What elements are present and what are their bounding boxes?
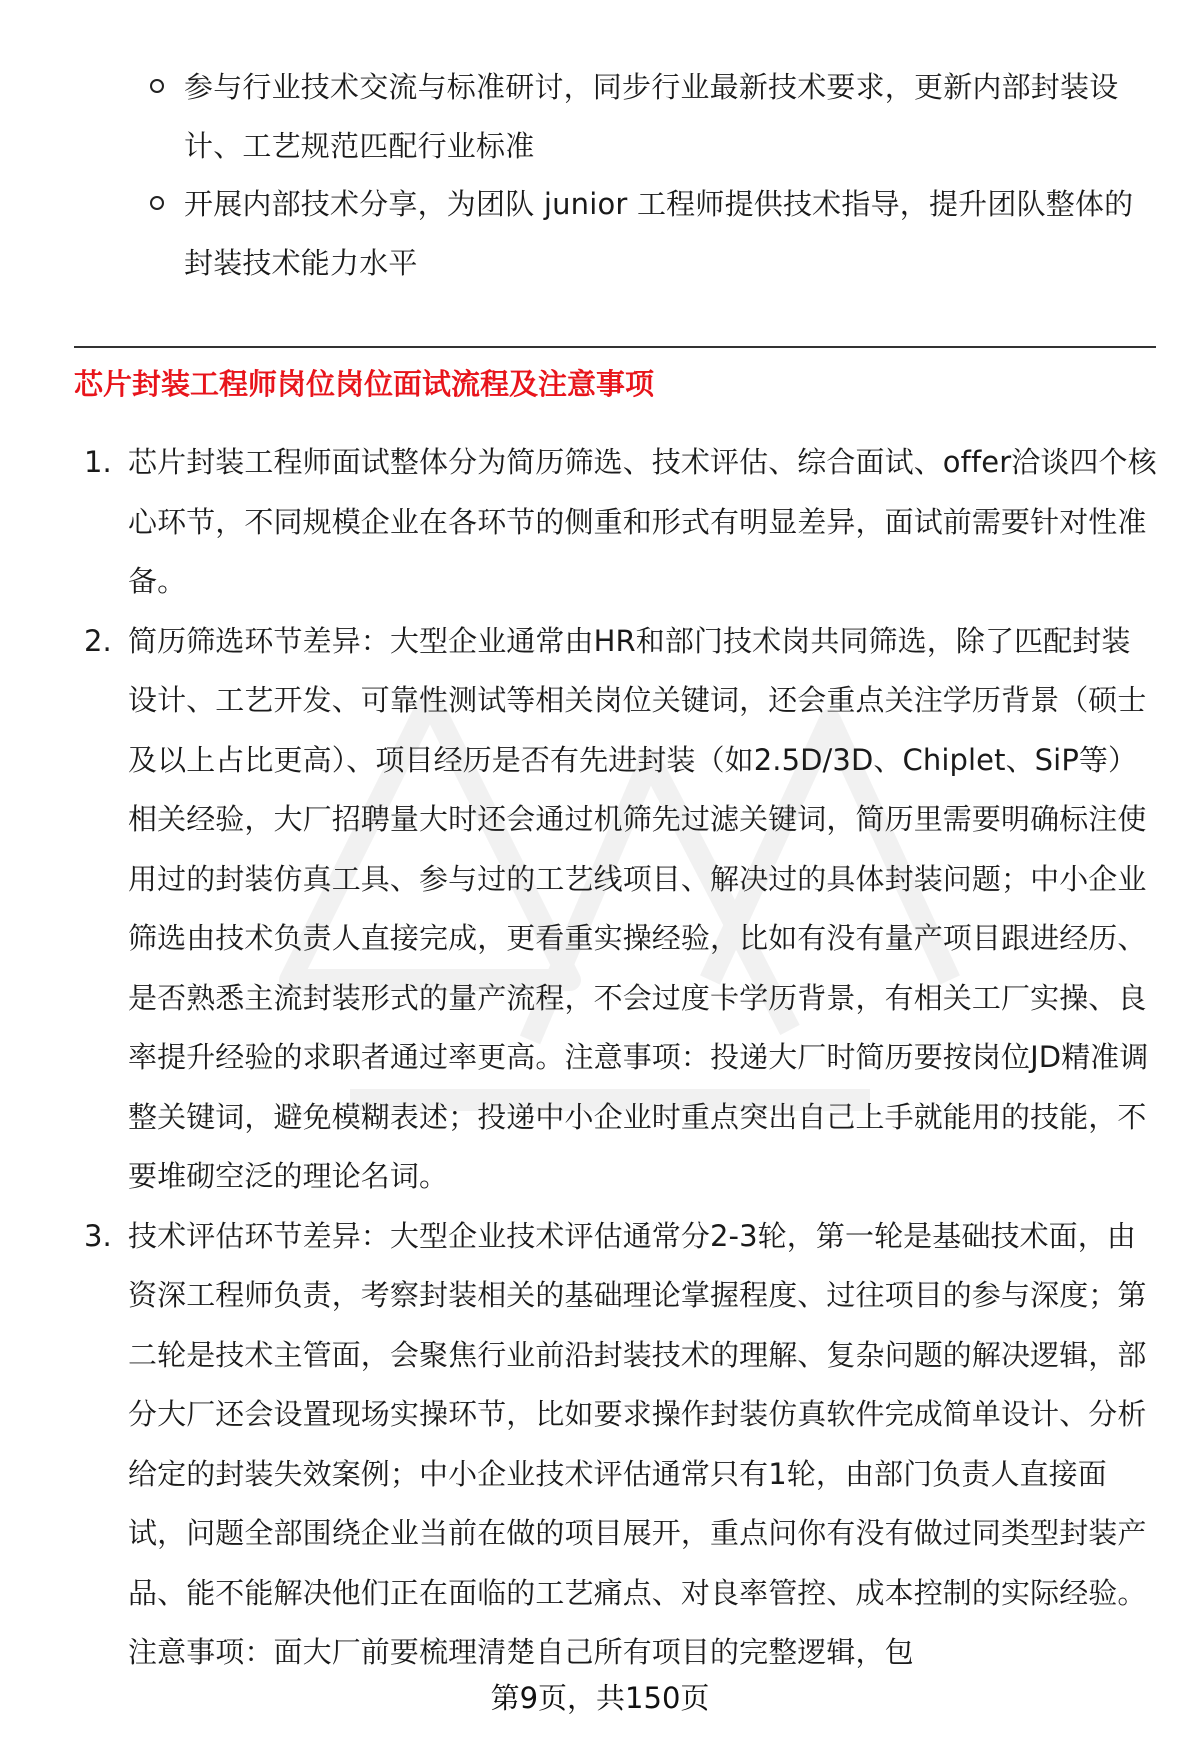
sub-list-item <box>0 58 1154 175</box>
list-item <box>0 433 1158 612</box>
sub-list-item <box>0 175 1154 292</box>
item-text: 技术评估环节差异：大型企业技术评估通常分2-3轮，第一轮是基础技术面，由资深工程师负责，考察封装相关的基础理论掌握程度、过往项目的参与深度；第二轮是技术主管面，会聚焦行业前沿封装技术的理解、复杂问题的解决逻辑，部分大厂还会设置现场实操环节，比如要求操作封装仿真软件完成简单设计、分析给定的封装失效案例；中小企业技术评估通常只有1轮，由部门负责人直接面试，问题全部围绕企业当前在做的项目展开，重点问你有没有做过同类型封装产品、能不能解决他们正在面临的工艺痛点、对良率管控、成本控制的实际经验。注意事项：面大厂前要梳理清楚自己所有项目的完整逻辑，包 <box>128 1218 1147 1669</box>
sub-item-text: 参与行业技术交流与标准研讨，同步行业最新技术要求，更新内部封装设计、工艺规范匹配行业标准 <box>184 70 1119 163</box>
list-item <box>0 1207 1158 1683</box>
section-title: 芯片封装工程师岗位岗位面试流程及注意事项 <box>74 367 655 401</box>
list-item <box>0 612 1158 1207</box>
section-divider <box>74 346 1156 348</box>
numbered-list <box>0 433 1158 1683</box>
item-number: 2. <box>84 623 112 658</box>
sub-item-text: 开展内部技术分享，为团队 junior 工程师提供技术指导，提升团队整体的封装技术能力水平 <box>184 187 1134 280</box>
item-number: 1. <box>84 445 112 479</box>
hollow-circle-bullet-icon <box>150 196 164 210</box>
item-number: 3. <box>84 1218 112 1253</box>
item-text: 简历筛选环节差异：大型企业通常由HR和部门技术岗共同筛选，除了匹配封装设计、工艺开发、可靠性测试等相关岗位关键词，还会重点关注学历背景（硕士及以上占比更高）、项目经历是否有先进封装（如2.5D/3D、Chiplet、SiP等）相关经验，大厂招聘量大时还会通过机筛先过滤关键词，简历里需要明确标注使用过的封装仿真工具、参与过的工艺线项目、解决过的具体封装问题；中小企业筛选由技术负责人直接完成，更看重实操经验，比如有没有量产项目跟进经历、是否熟悉主流封装形式的量产流程，不会过度卡学历背景，有相关工厂实操、良率提升经验的求职者通过率更高。注意事项：投递大厂时简历要按岗位JD精准调整关键词，避免模糊表述；投递中小企业时重点突出自己上手就能用的技能，不要堆砌空泛的理论名词。 <box>128 623 1149 1193</box>
page-footer: 第9页，共150页 <box>490 1681 710 1715</box>
hollow-circle-bullet-icon <box>150 79 164 93</box>
item-text: 芯片封装工程师面试整体分为简历筛选、技术评估、综合面试、offer洽谈四个核心环节，不同规模企业在各环节的侧重和形式有明显差异，面试前需要针对性准备。 <box>128 445 1157 598</box>
sub-bullet-list <box>0 58 1154 292</box>
